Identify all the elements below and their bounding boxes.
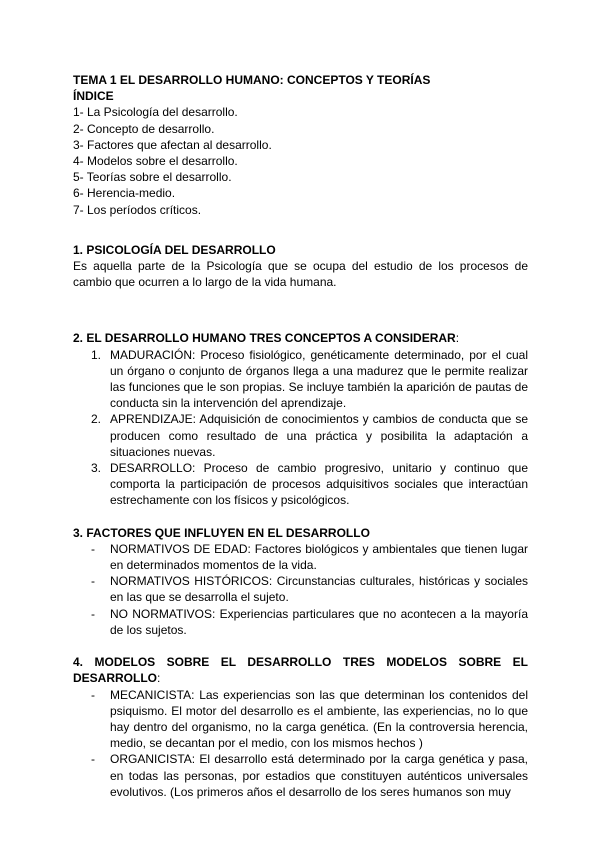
section-3-list	[73, 541, 528, 638]
list-marker: 3.	[91, 461, 102, 476]
list-item	[73, 606, 528, 638]
section-1-body: Es aquella parte de la Psicología que se ocupa del estudio de los procesos de cambio que ocurren a lo largo de la vida humana.	[73, 259, 528, 290]
section-3-heading: 3. FACTORES QUE INFLUYEN EN EL DESARROLLO	[73, 525, 370, 540]
list-marker: -	[91, 574, 95, 589]
section-2-list	[73, 347, 528, 509]
list-item-text: MADURACIÓN: Proceso fisiológico, genéticamente determinado, por el cual un órgano o conjunto de órganos llega a una madurez que le permite realizar las funciones que le son propias. Se incluye también la aparición de pautas de conducta sin la intervención del aprendizaje.	[110, 347, 528, 411]
list-marker: -	[91, 687, 95, 702]
list-item-text: NO NORMATIVOS: Experiencias particulares que no acontecen a la mayoría de los sujetos.	[110, 606, 528, 637]
document-title: TEMA 1 EL DESARROLLO HUMANO: CONCEPTOS Y TEORÍAS	[73, 73, 431, 87]
list-item-text: NORMATIVOS HISTÓRICOS: Circunstancias culturales, históricas y sociales en las que se desarrolla el sujeto.	[110, 574, 528, 605]
list-item	[73, 460, 528, 509]
section-4-heading: 4. MODELOS SOBRE EL DESARROLLO TRES MODELOS SOBRE EL DESARROLLO	[73, 655, 528, 686]
toc-item: 1- La Psicología del desarrollo.	[73, 105, 238, 120]
section-4-heading-suffix: :	[157, 671, 161, 686]
toc-item: 6- Herencia-medio.	[73, 186, 176, 201]
index-heading: ÍNDICE	[73, 89, 114, 104]
section-1-heading: 1. PSICOLOGÍA DEL DESARROLLO	[73, 242, 276, 257]
toc-item: 3- Factores que afectan al desarrollo.	[73, 137, 272, 152]
list-item-text: MECANICISTA: Las experiencias son las que determinan los contenidos del psiquismo. El motor del desarrollo es el ambiente, las experiencias, no lo que hay dentro del organismo, no la carga genética. (En la controversia herencia, medio, se decantan por el medio, con los mismos hechos )	[110, 687, 528, 751]
toc-item: 7- Los períodos críticos.	[73, 202, 202, 217]
list-marker: -	[91, 606, 95, 621]
list-marker: 2.	[91, 412, 102, 427]
toc-item: 5- Teorías sobre el desarrollo.	[73, 170, 232, 185]
list-marker: -	[91, 752, 95, 767]
section-4-list	[73, 687, 528, 800]
list-item	[73, 541, 528, 573]
list-item	[73, 573, 528, 605]
section-2-heading: 2. EL DESARROLLO HUMANO TRES CONCEPTOS A CONSIDERAR	[73, 331, 456, 346]
list-item-text: ORGANICISTA: El desarrollo está determinado por la carga genética y pasa, en todas las personas, por estadios que constituyen auténticos universales evolutivos. (Los primeros años el desarrollo de los seres humanos son muy	[110, 752, 528, 799]
section-2-heading-line	[73, 330, 528, 346]
list-item	[73, 411, 528, 460]
section-2-heading-suffix: :	[455, 331, 460, 346]
document-body	[73, 72, 528, 800]
list-marker: -	[91, 541, 95, 556]
list-item-text: DESARROLLO: Proceso de cambio progresivo, unitario y continuo que comporta la participación de procesos adquisitivos sociales que interactúan estrechamente con los físicos y psicológicos.	[110, 461, 528, 508]
list-item-text: NORMATIVOS DE EDAD: Factores biológicos y ambientales que tienen lugar en determinados momentos de la vida.	[110, 541, 528, 573]
table-of-contents	[73, 104, 528, 217]
list-item-text: APRENDIZAJE: Adquisición de conocimientos y cambios de conducta que se producen como resultado de una práctica y posibilita la adaptación a situaciones nuevas.	[110, 412, 528, 459]
section-4-heading-line	[73, 654, 528, 686]
toc-item: 2- Concepto de desarrollo.	[73, 121, 215, 136]
list-item	[73, 687, 528, 752]
toc-item: 4- Modelos sobre el desarrollo.	[73, 154, 238, 169]
list-item	[73, 751, 528, 800]
list-marker: 1.	[91, 347, 102, 362]
list-item	[73, 347, 528, 412]
